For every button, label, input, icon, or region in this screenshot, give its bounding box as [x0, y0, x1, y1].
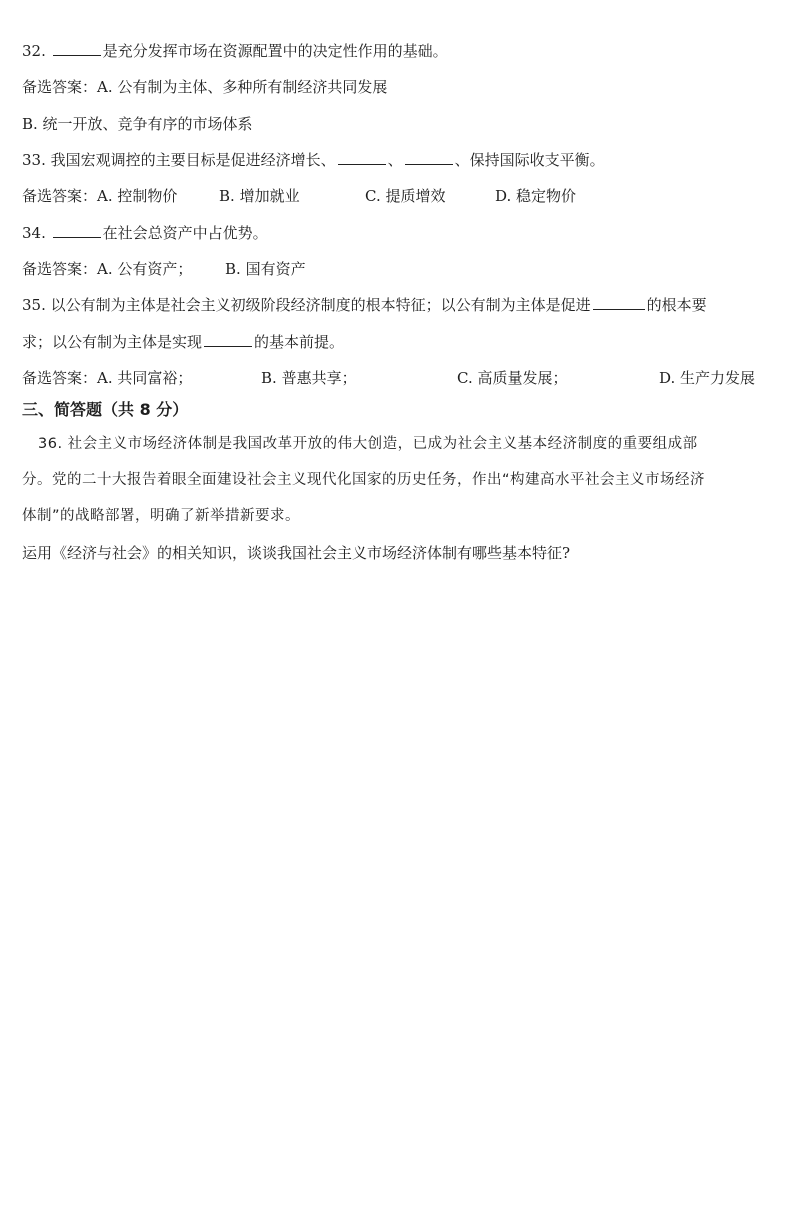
option-c: C. 高质量发展；: [457, 369, 568, 387]
answer-blank: [53, 41, 101, 56]
question-stem-line1-end: 的根本要: [646, 296, 707, 314]
q32-option-b-row: [22, 113, 253, 135]
option-d: D. 生产力发展: [659, 369, 756, 387]
section-heading: 三、简答题（共 8 分）: [22, 400, 189, 419]
question-number: 33.: [22, 151, 46, 169]
answer-blank: [53, 223, 101, 238]
q36-paragraph-line-3: 体制”的战略部署，明确了新举措新要求。: [22, 508, 301, 524]
option-b: B. 增加就业: [219, 187, 300, 205]
question-stem-start: 我国宏观调控的主要目标是促进经济增长、: [50, 151, 336, 169]
question-stem: 在社会总资产中占优势。: [102, 224, 268, 242]
option-b: B. 统一开放、竞争有序的市场体系: [22, 115, 253, 133]
option-b: B. 普惠共享；: [261, 369, 357, 387]
answer-blank: [593, 295, 645, 310]
q36-paragraph-line-2: 分。党的二十大报告着眼全面建设社会主义现代化国家的历史任务，作出“构建高水平社会主义市场经济: [22, 472, 706, 488]
question-32: [22, 40, 448, 62]
q34-options-row: [22, 258, 306, 280]
q35-options-row: [22, 367, 755, 389]
question-stem-sep: 、: [387, 151, 403, 169]
question-stem-line2-start: 求；以公有制为主体是实现: [22, 333, 203, 351]
question-stem: 是充分发挥市场在资源配置中的决定性作用的基础。: [102, 42, 448, 60]
question-35-line-1: [22, 294, 707, 316]
question-stem-line1-start: 以公有制为主体是社会主义初级阶段经济制度的根本特征；以公有制为主体是促进: [50, 296, 591, 314]
question-33: [22, 149, 605, 171]
option-a: A. 公有资产；: [97, 260, 193, 278]
question-34: [22, 222, 268, 244]
options-label: 备选答案：: [22, 78, 98, 96]
answer-blank: [338, 150, 386, 165]
options-label: 备选答案：: [22, 260, 98, 278]
option-a: A. 共同富裕；: [97, 369, 193, 387]
options-label: 备选答案：: [22, 369, 98, 387]
q36-paragraph-line-1: 36. 社会主义市场经济体制是我国改革开放的伟大创造，已成为社会主义基本经济制度的重要组成部: [38, 436, 698, 452]
question-number: 32.: [22, 42, 46, 60]
answer-blank: [405, 150, 453, 165]
option-a: A. 控制物价: [97, 187, 178, 205]
q36-question: 运用《经济与社会》的相关知识，谈谈我国社会主义市场经济体制有哪些基本特征?: [22, 544, 571, 562]
q33-options-row: [22, 185, 576, 207]
options-label: 备选答案：: [22, 187, 98, 205]
option-a: A. 公有制为主体、多种所有制经济共同发展: [97, 78, 388, 96]
option-c: C. 提质增效: [365, 187, 446, 205]
question-stem-end: 、保持国际收支平衡。: [454, 151, 605, 169]
q32-options-row: [22, 76, 387, 98]
answer-blank: [204, 332, 252, 347]
option-b: B. 国有资产: [225, 260, 306, 278]
option-d: D. 稳定物价: [495, 187, 577, 205]
question-stem-line2-end: 的基本前提。: [254, 333, 345, 351]
question-35-line-2: [22, 331, 344, 353]
question-number: 34.: [22, 224, 46, 242]
question-number: 35.: [22, 296, 46, 314]
